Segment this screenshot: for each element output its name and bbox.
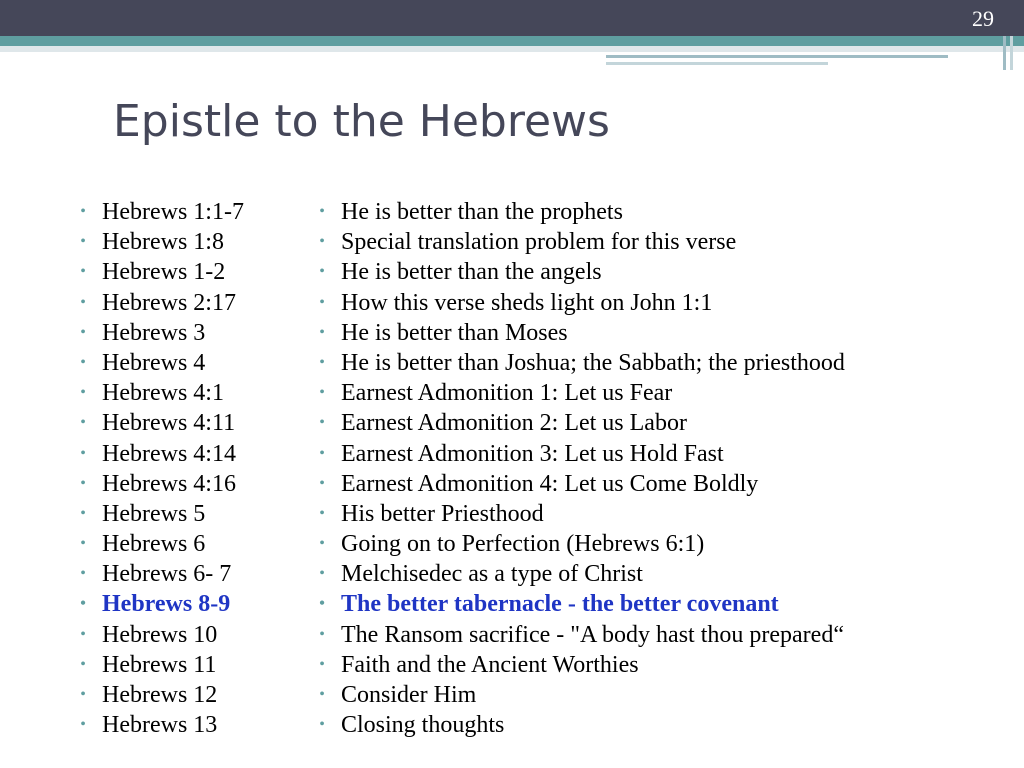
decorative-line	[606, 62, 828, 65]
reference-item-highlighted: • Hebrews 8-9	[72, 589, 302, 619]
reference-item: • Hebrews 3	[72, 318, 302, 348]
reference-item: • Hebrews 13	[72, 710, 302, 740]
topic-item: • His better Priesthood	[311, 499, 1011, 529]
header-bar	[0, 0, 1024, 36]
topic-item: • Earnest Admonition 4: Let us Come Boldly	[311, 469, 1011, 499]
reference-item: • Hebrews 4:11	[72, 408, 302, 438]
reference-item: • Hebrews 2:17	[72, 288, 302, 318]
topic-item: • Melchisedec as a type of Christ	[311, 559, 1011, 589]
topic-item: • Earnest Admonition 1: Let us Fear	[311, 378, 1011, 408]
reference-item: • Hebrews 1-2	[72, 257, 302, 287]
reference-item: • Hebrews 6	[72, 529, 302, 559]
reference-item: • Hebrews 11	[72, 650, 302, 680]
reference-item: • Hebrews 1:8	[72, 227, 302, 257]
topic-item: • Consider Him	[311, 680, 1011, 710]
reference-item: • Hebrews 10	[72, 620, 302, 650]
reference-item: • Hebrews 4:16	[72, 469, 302, 499]
topic-item: • The Ransom sacrifice - "A body hast thou prepared“	[311, 620, 1011, 650]
decorative-line	[606, 55, 948, 58]
reference-item: • Hebrews 4:14	[72, 439, 302, 469]
reference-item: • Hebrews 12	[72, 680, 302, 710]
reference-item: • Hebrews 1:1-7	[72, 197, 302, 227]
topic-item: • Closing thoughts	[311, 710, 1011, 740]
topic-item: • Going on to Perfection (Hebrews 6:1)	[311, 529, 1011, 559]
reference-item: • Hebrews 4	[72, 348, 302, 378]
topic-item: • He is better than the prophets	[311, 197, 1011, 227]
header-accent-stripe	[0, 36, 1024, 46]
slide-number: 29	[972, 6, 994, 31]
decorative-line	[1010, 36, 1013, 70]
reference-item: • Hebrews 6- 7	[72, 559, 302, 589]
topic-item: • He is better than Moses	[311, 318, 1011, 348]
topic-item-highlighted: • The better tabernacle - the better covenant	[311, 589, 1011, 619]
topic-item: • Faith and the Ancient Worthies	[311, 650, 1011, 680]
topic-item: • Earnest Admonition 2: Let us Labor	[311, 408, 1011, 438]
reference-item: • Hebrews 4:1	[72, 378, 302, 408]
topic-item: • He is better than the angels	[311, 257, 1011, 287]
references-list	[72, 197, 302, 740]
reference-item: • Hebrews 5	[72, 499, 302, 529]
topic-item: • He is better than Joshua; the Sabbath; the priesthood	[311, 348, 1011, 378]
topics-list	[311, 197, 1011, 740]
topic-item: • Special translation problem for this verse	[311, 227, 1011, 257]
header-shade-stripe	[0, 46, 1024, 52]
topic-item: • How this verse sheds light on John 1:1	[311, 288, 1011, 318]
decorative-line	[1003, 36, 1006, 70]
slide-title: Epistle to the Hebrews	[113, 96, 610, 147]
topic-item: • Earnest Admonition 3: Let us Hold Fast	[311, 439, 1011, 469]
